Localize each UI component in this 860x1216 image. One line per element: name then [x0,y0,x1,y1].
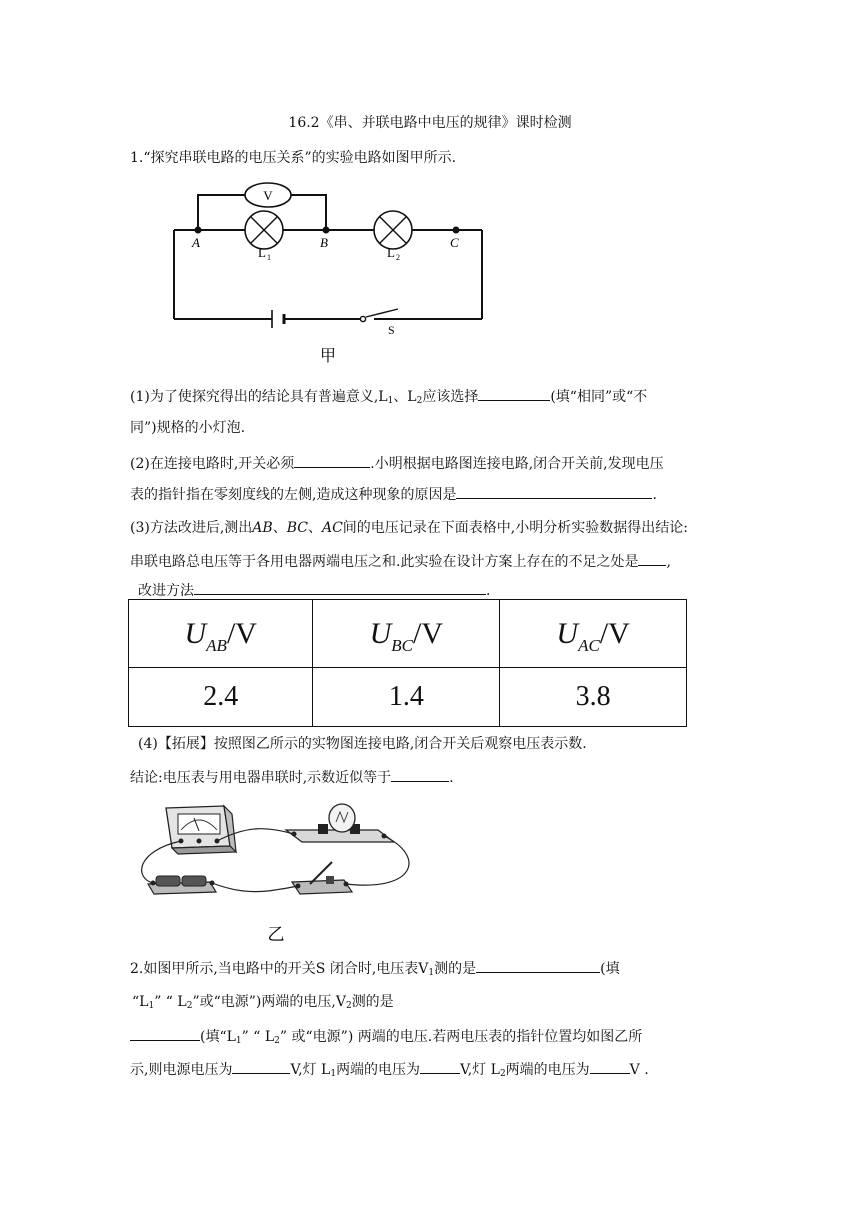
voltmeter-lead-right [291,195,326,230]
node-c-label: C [450,235,459,250]
lamp1-label: L [258,245,266,260]
value-uab: 2.4 [129,668,313,727]
physical-circuit-b [126,796,456,946]
q1-part3-line3: 改进方法 . [138,580,490,601]
answer-blank-1 [478,386,550,401]
voltmeter-label: V [263,188,273,203]
page-title: 16.2《串、并联电路中电压的规律》课时检测 [288,115,572,131]
bulb-board-icon [286,804,394,842]
voltage-table [128,599,687,727]
node-b-label: B [320,235,328,250]
figure-a-caption: 甲 [319,346,337,365]
header-uac: $U_{AC}/V$ [500,600,687,668]
value-ubc: 1.4 [313,668,500,727]
answer-blank-2 [294,453,370,468]
q1-part4-line2: 结论:电压表与用电器串联时,示数近似等于 . [130,767,454,788]
lamp1-sub: 1 [267,253,271,262]
battery-icon [272,310,284,328]
node-c-dot [453,227,460,234]
q1-part1-line2: 同”)规格的小灯泡. [130,420,246,436]
q2-line3: (填“$L_1$” “ $L_2$” 或“电源”) 两端的电压.若两电压表的指针位置均如图乙所 [130,1026,642,1047]
node-a-dot [195,227,202,234]
battery-holder-icon [148,876,216,894]
header-ubc: $U_{BC}/V$ [313,600,500,668]
node-b-dot [323,227,330,234]
lamp2-sub: 2 [396,253,400,262]
q2-line4: 示,则电源电压为 V,灯 $L_1$两端的电压为 V,灯 $L_2$两端的电压为 V . [130,1059,649,1080]
q1-part3-line1: (3)方法改进后,测出AB、BC、AC间的电压记录在下面表格中,小明分析实验数据得出结论: [130,520,688,536]
q1-part2-line1: (2)在连接电路时,开关必须 .小明根据电路图连接电路,闭合开关前,发现电压 [130,453,664,474]
lamp2-label: L [387,245,395,260]
q1-stem: 1.“探究串联电路的电压关系”的实验电路如图甲所示. [130,150,457,166]
q1-part3-line2: 串联电路总电压等于各用电器两端电压之和.此实验在设计方案上存在的不足之处是 , [130,551,671,572]
answer-blank-8 [130,1026,200,1041]
q1-part2-line2: 表的指针指在零刻度线的左侧,造成这种现象的原因是 . [130,484,657,505]
q1-part4-line1: (4)【拓展】按照图乙所示的实物图连接电路,闭合开关后观察电压表示数. [138,736,587,752]
voltmeter-lead-left [198,195,245,230]
answer-blank-11 [590,1059,630,1074]
switch-label: S [388,323,395,337]
circuit-diagram-a [160,178,500,368]
answer-blank-6 [391,767,449,782]
q1-part1-line1: (1)为了使探究得出的结论具有普遍意义$,L_1$、$L_2$应该选择 (填“相同”或“不 [130,386,647,407]
voltmeter-device-icon [166,806,236,854]
lamp1-icon [245,211,283,249]
q2-line2: “$L_1$” “ $L_2$”或“电源”)两端的电压$,V_2$测的是 [132,994,394,1011]
answer-blank-9 [232,1059,290,1074]
answer-blank-5 [194,580,486,595]
figure-b-caption: 乙 [267,925,285,945]
node-a-label: A [192,235,200,250]
lamp2-icon [374,211,412,249]
answer-blank-7 [476,958,600,973]
knife-switch-icon [292,862,352,894]
value-uac: 3.8 [500,668,687,727]
header-uab: $U_{AB}/V$ [129,600,313,668]
q2-line1: 2.如图甲所示,当电路中的开关S 闭合时,电压表$V_1$测的是 (填 [130,958,620,979]
answer-blank-10 [420,1059,460,1074]
answer-blank-3 [456,484,652,499]
answer-blank-4 [638,551,666,566]
